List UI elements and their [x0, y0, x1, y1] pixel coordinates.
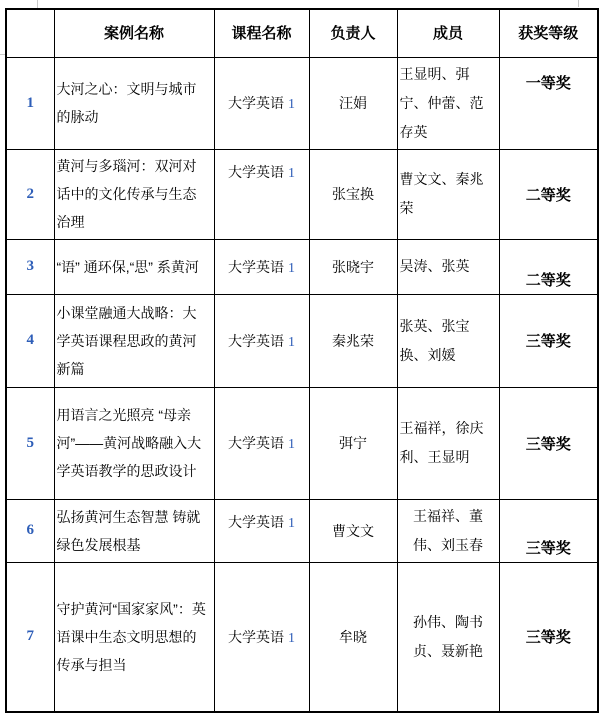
award-level-cell: 一等奖: [499, 57, 598, 149]
members-cell: 张英、张宝换、刘媛: [397, 294, 499, 387]
table-row: [6, 562, 598, 712]
award-results-table: [5, 8, 599, 713]
row-number-cell: 4: [6, 294, 54, 387]
award-level-cell: 二等奖: [499, 239, 598, 294]
members-cell: 吴涛、张英: [397, 239, 499, 294]
course-text: 大学英语: [228, 163, 284, 180]
row-number-cell: 5: [6, 387, 54, 499]
course-number-text: 1: [288, 437, 295, 452]
row-number-cell: 7: [6, 562, 54, 712]
leader-cell: 弭宁: [309, 387, 397, 499]
award-level-cell: 三等奖: [499, 294, 598, 387]
members-cell: 王福祥、董伟、刘玉春: [397, 499, 499, 562]
course-number-text: 1: [288, 630, 295, 646]
leader-cell: 秦兆荣: [309, 294, 397, 387]
table-header-row: [6, 9, 598, 57]
table-row: [6, 239, 598, 294]
award-level-cell: 三等奖: [499, 499, 598, 562]
leader-cell: 张宝换: [309, 149, 397, 239]
leader-cell: 张晓宇: [309, 239, 397, 294]
leader-cell: 汪娟: [309, 57, 397, 149]
table-row: [6, 57, 598, 149]
table-row: [6, 149, 598, 239]
table-row: [6, 294, 598, 387]
course-name-cell: [214, 149, 309, 239]
course-name-cell: [214, 562, 309, 712]
header-members: 成员: [397, 9, 499, 57]
header-case-name: 案例名称: [54, 9, 214, 57]
case-name-cell: 用语言之光照亮 “母亲河”——黄河战略融入大学英语教学的思政设计: [54, 387, 214, 499]
members-cell: 孙伟、陶书贞、聂新艳: [397, 562, 499, 712]
course-number-text: 1: [288, 260, 295, 276]
course-text: 大学英语: [228, 435, 284, 451]
course-name-cell: [214, 239, 309, 294]
members-cell: 曹文文、秦兆荣: [397, 149, 499, 239]
row-number-cell: 1: [6, 57, 54, 149]
course-text: 大学英语: [228, 258, 284, 275]
course-number-text: 1: [288, 97, 295, 112]
row-number-cell: 3: [6, 239, 54, 294]
gridline-mark: [37, 0, 38, 8]
course-text: 大学英语: [228, 95, 284, 111]
course-number-text: 1: [288, 334, 295, 350]
case-name-cell: 小课堂融通大战略：大学英语课程思政的黄河新篇: [54, 294, 214, 387]
award-level-cell: 三等奖: [499, 562, 598, 712]
course-text: 大学英语: [228, 628, 284, 645]
header-number: [6, 9, 54, 57]
gridline-mark: [578, 0, 579, 7]
course-text: 大学英语: [228, 513, 284, 530]
case-name-cell: 弘扬黄河生态智慧 铸就绿色发展根基: [54, 499, 214, 562]
case-name-cell: “语” 通环保,“思” 系黄河: [54, 239, 214, 294]
case-name-cell: 黄河与多瑙河：双河对话中的文化传承与生态治理: [54, 149, 214, 239]
table-row: [6, 387, 598, 499]
header-course-name: 课程名称: [214, 9, 309, 57]
row-number-cell: 6: [6, 499, 54, 562]
members-cell: 王福祥，徐庆利、王显明: [397, 387, 499, 499]
case-name-cell: 大河之心：文明与城市的脉动: [54, 57, 214, 149]
case-name-cell: 守护黄河“国家家风”：英语课中生态文明思想的传承与担当: [54, 562, 214, 712]
leader-cell: 牟晓: [309, 562, 397, 712]
leader-cell: 曹文文: [309, 499, 397, 562]
course-name-cell: [214, 294, 309, 387]
table-row: [6, 499, 598, 562]
members-cell: 王显明、弭宁、仲蕾、范存英: [397, 57, 499, 149]
header-leader: 负责人: [309, 9, 397, 57]
course-name-cell: [214, 57, 309, 149]
course-text: 大学英语: [228, 332, 284, 349]
award-level-cell: 二等奖: [499, 149, 598, 239]
award-level-cell: 三等奖: [499, 387, 598, 499]
course-number-text: 1: [288, 515, 295, 531]
course-name-cell: [214, 499, 309, 562]
header-award-level: 获奖等级: [499, 9, 598, 57]
row-number-cell: 2: [6, 149, 54, 239]
course-name-cell: [214, 387, 309, 499]
course-number-text: 1: [288, 165, 295, 181]
